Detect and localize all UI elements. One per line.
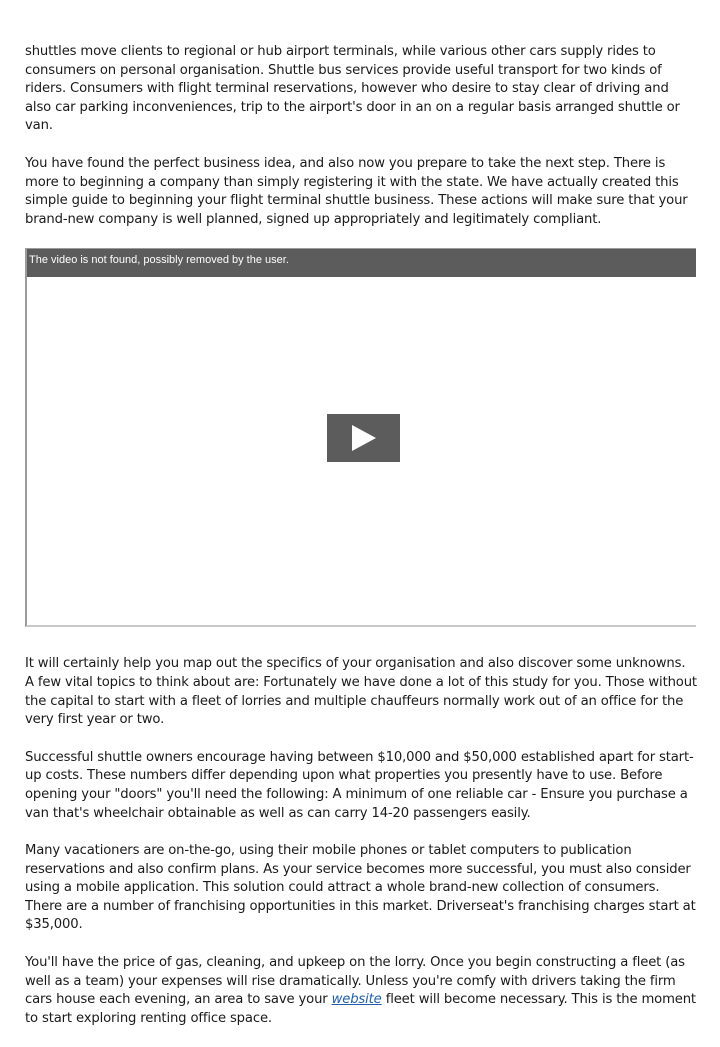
article-body <box>25 43 697 1047</box>
paragraph-5: Many vacationers are on-the-go, using their mobile phones or tablet computers to publication reservations and also confirm plans. As your service becomes more successful, you must also consider using a mobile application. This solution could attract a whole brand-new collection of consumers. There are a number of franchising opportunities in this market. Driverseat's franchising charges start at $35,000. <box>25 843 696 933</box>
paragraph-6-text-end: fleet will become necessary. This is the moment to start exploring renting office space. <box>25 992 696 1026</box>
paragraph-3: It will certainly help you map out the specifics of your organisation and also discover some unknowns. A few vital topics to think about are: Fortunately we have done a lot of this study for you. Those without the capital to start with a fleet of lorries and multiple chauffeurs normally work out of an office for the very first year or two. <box>25 656 697 728</box>
play-icon <box>352 425 376 451</box>
paragraph-6 <box>25 954 697 1028</box>
website-link[interactable]: website <box>331 992 382 1008</box>
paragraph-4: Successful shuttle owners encourage having between $10,000 and $50,000 established apart for start-up costs. These numbers differ depending upon what properties you presently have to use. Before opening your "doors" you'll need the following: A minimum of one reliable car - Ensure you purchase a van that's wheelchair obtainable as well as can carry 14-20 passengers easily. <box>25 749 694 821</box>
video-embed[interactable] <box>25 248 696 627</box>
paragraph-6-text-start: You'll have the price of gas, cleaning, and upkeep on the lorry. Once you begin constructing a fleet (as well as a team) your expenses will rise dramatically. Unless you're comfy with drivers taking the firm cars house each evening, an area to save your <box>25 955 685 1008</box>
video-error-message: The video is not found, possibly removed by the user. <box>27 249 696 277</box>
paragraph-1: shuttles move clients to regional or hub airport terminals, while various other cars supply rides to consumers on personal organisation. Shuttle bus services provide useful transport for two kinds of riders. Consumers with flight terminal reservations, however who desire to stay clear of driving and also car parking inconveniences, trip to the airport's door in an on a regular basis arranged shuttle or van. <box>25 44 680 134</box>
paragraph-2: You have found the perfect business idea, and also now you prepare to take the next step. There is more to beginning a company than simply registering it with the state. We have actually created this simple guide to beginning your flight terminal shuttle business. These actions will make sure that your brand-new company is well planned, signed up appropriately and legitimately compliant. <box>25 155 688 227</box>
play-button[interactable] <box>327 414 400 462</box>
